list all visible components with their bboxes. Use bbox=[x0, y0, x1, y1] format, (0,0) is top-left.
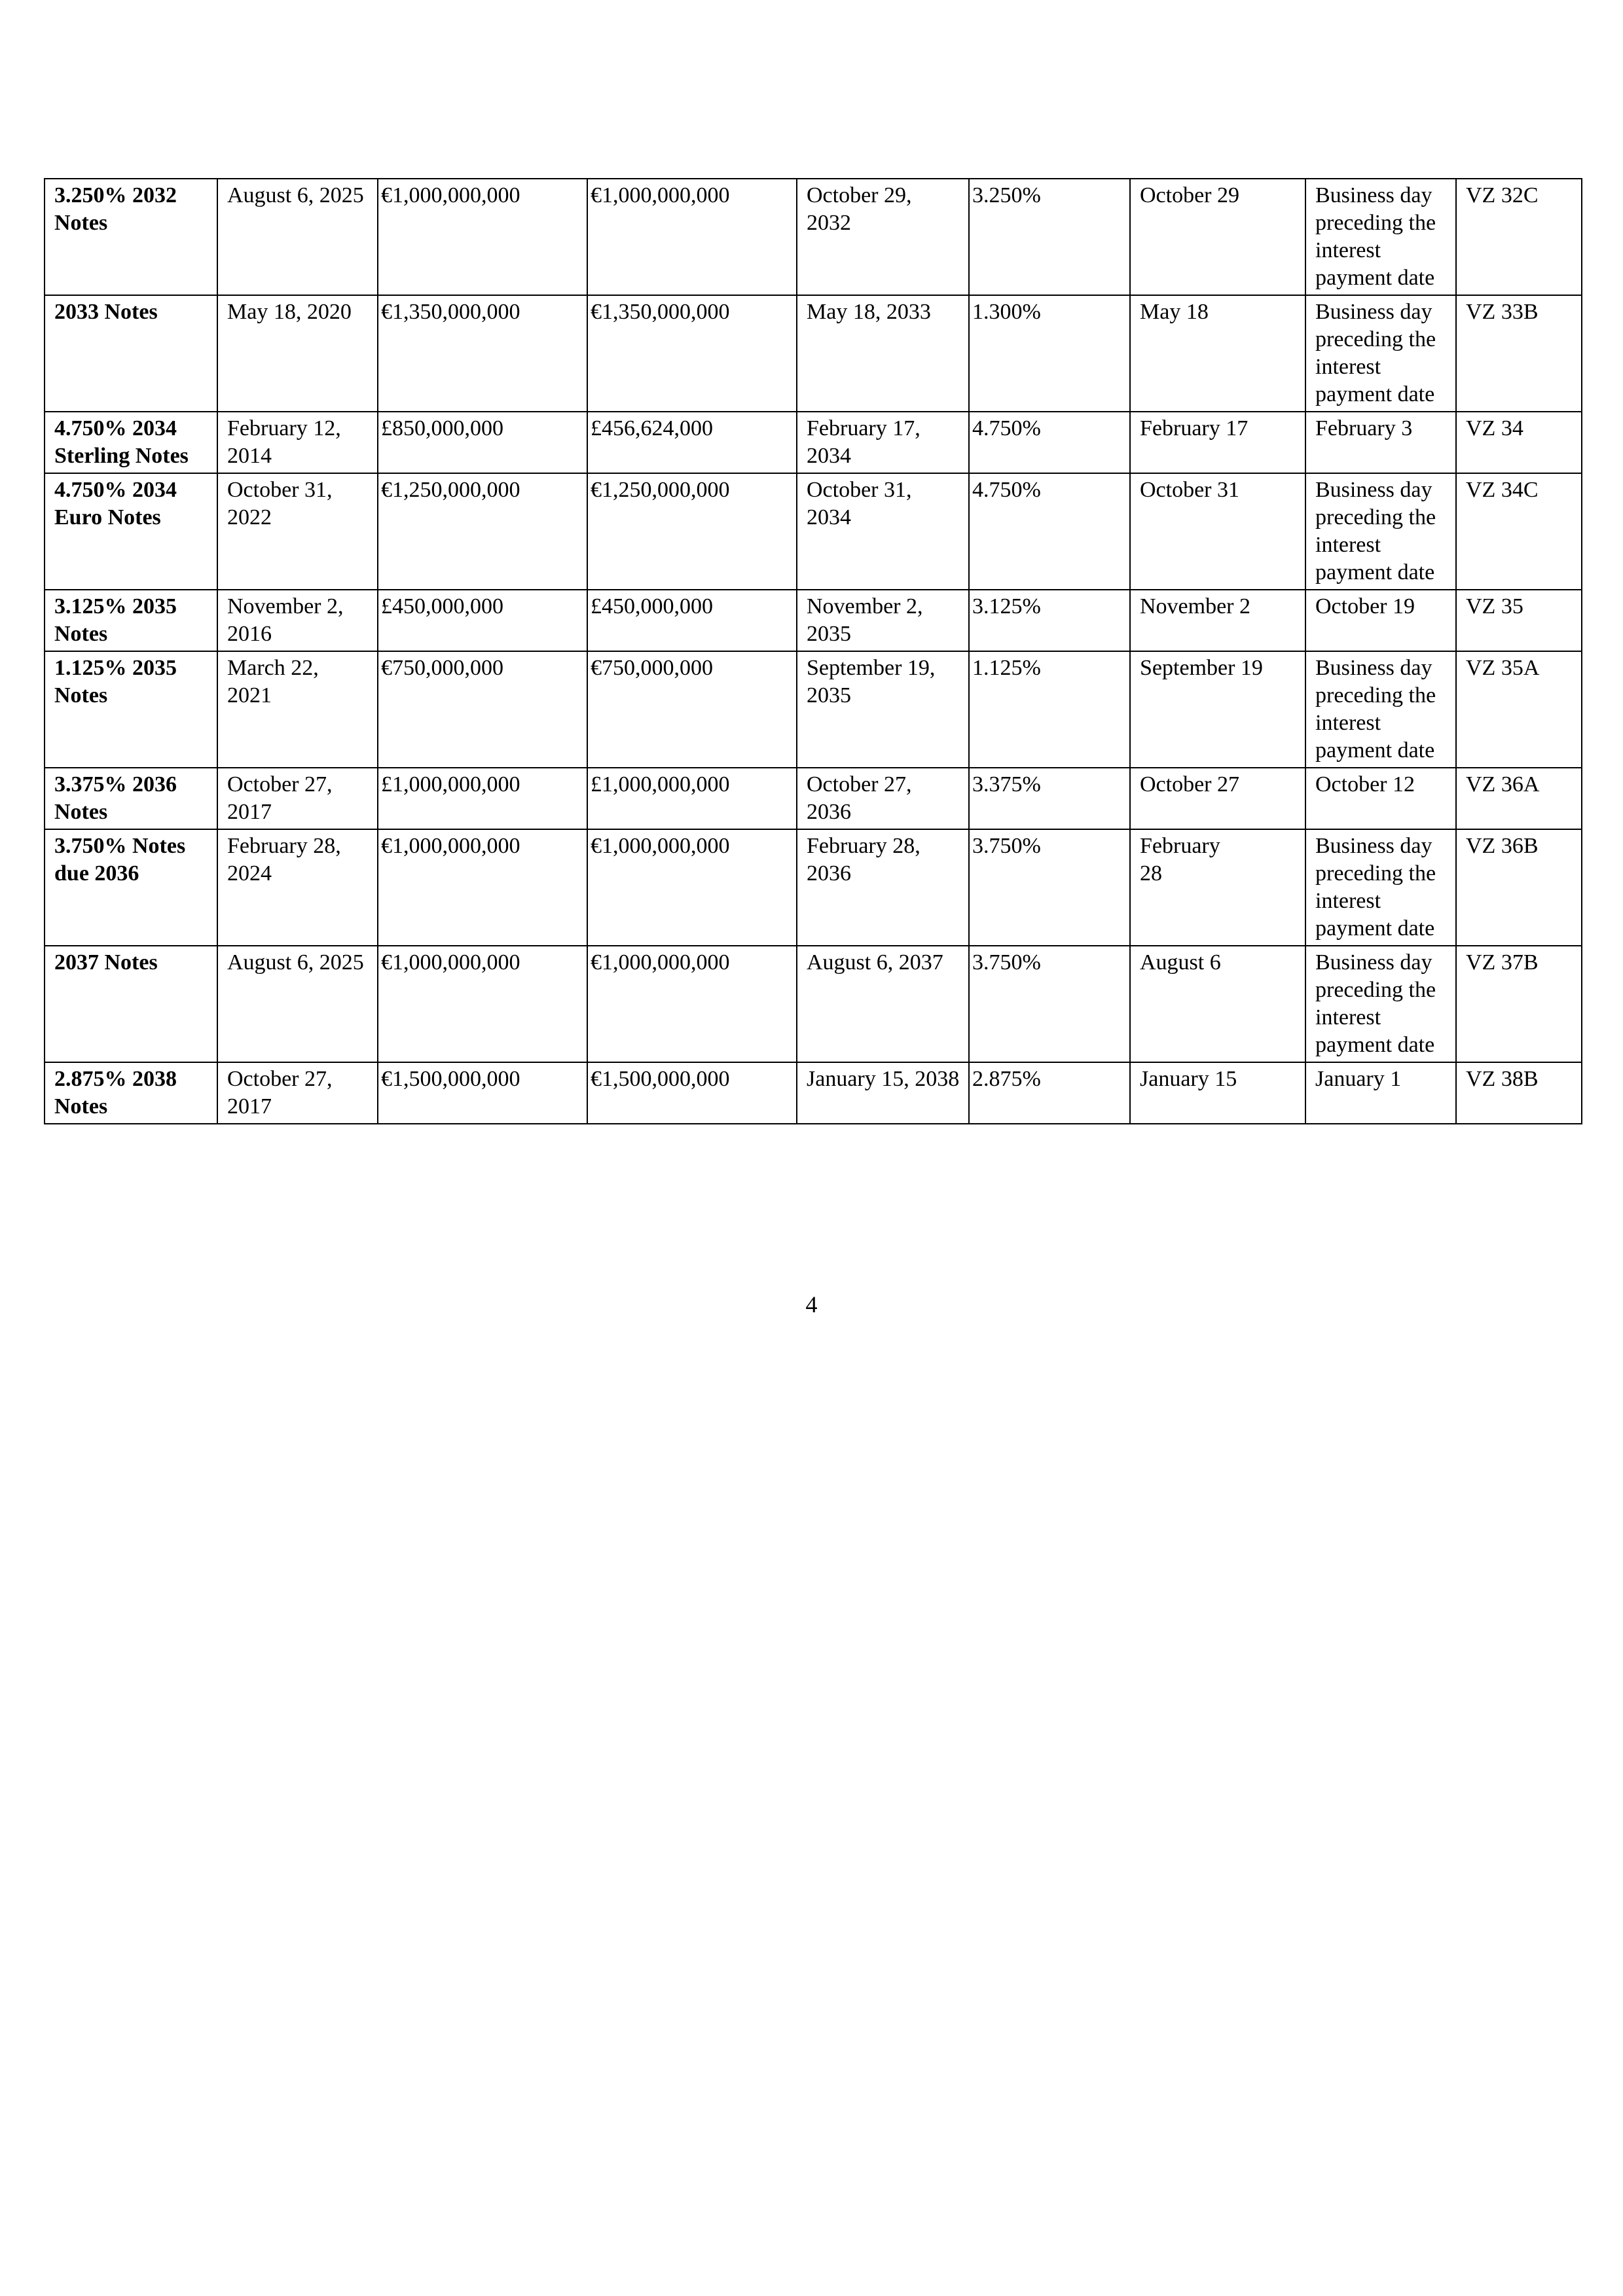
cell-line: 2022 bbox=[227, 505, 272, 529]
outstanding-amount-cell bbox=[587, 295, 797, 412]
table-row bbox=[45, 651, 1582, 768]
cell-line: 3.375% bbox=[972, 772, 1041, 797]
cell-line: VZ 37B bbox=[1466, 950, 1539, 975]
cell-line: €1,000,000,000 bbox=[591, 950, 730, 975]
cell-line: £450,000,000 bbox=[381, 594, 503, 619]
cell-line: September 19 bbox=[1140, 656, 1263, 680]
maturity-date-cell bbox=[797, 946, 969, 1062]
issue-date-cell bbox=[217, 412, 378, 473]
cell-line: VZ 32C bbox=[1466, 183, 1539, 207]
cell-line: £450,000,000 bbox=[591, 594, 713, 619]
cell-line: preceding the bbox=[1315, 505, 1436, 529]
cell-line: €1,000,000,000 bbox=[591, 183, 730, 207]
interest-rate-cell bbox=[969, 946, 1130, 1062]
cell-line: interest bbox=[1315, 533, 1381, 557]
cell-line: February 17, bbox=[807, 416, 921, 440]
cell-line: Notes bbox=[54, 800, 108, 824]
cell-line: 2035 bbox=[807, 622, 851, 646]
cell-line: Business day bbox=[1315, 183, 1432, 207]
cell-line: 3.375% 2036 bbox=[54, 772, 177, 797]
cell-line: 2017 bbox=[227, 800, 272, 824]
trading-symbol-cell bbox=[1456, 768, 1582, 829]
maturity-date-cell bbox=[797, 473, 969, 590]
cell-line: October 27 bbox=[1140, 772, 1240, 797]
cell-line: interest bbox=[1315, 238, 1381, 262]
cell-line: 2021 bbox=[227, 683, 272, 708]
original-amount-cell bbox=[378, 829, 587, 946]
note-name-cell bbox=[45, 768, 217, 829]
issue-date-cell bbox=[217, 295, 378, 412]
cell-line: VZ 35A bbox=[1466, 656, 1540, 680]
interest-rate-cell bbox=[969, 829, 1130, 946]
record-date-cell bbox=[1305, 179, 1456, 295]
cell-line: 3.250% 2032 bbox=[54, 183, 177, 207]
record-date-cell bbox=[1305, 829, 1456, 946]
issue-date-cell bbox=[217, 473, 378, 590]
cell-line: February 28, bbox=[807, 834, 921, 858]
cell-line: Sterling Notes bbox=[54, 444, 189, 468]
cell-line: payment date bbox=[1315, 266, 1435, 290]
table-row bbox=[45, 829, 1582, 946]
cell-line: payment date bbox=[1315, 382, 1435, 406]
table-row bbox=[45, 179, 1582, 295]
trading-symbol-cell bbox=[1456, 829, 1582, 946]
cell-line: October 19 bbox=[1315, 594, 1415, 619]
cell-line: due 2036 bbox=[54, 861, 139, 886]
table-row bbox=[45, 768, 1582, 829]
interest-rate-cell bbox=[969, 295, 1130, 412]
cell-line: 4.750% bbox=[972, 478, 1041, 502]
interest-rate-cell bbox=[969, 473, 1130, 590]
cell-line: October 29, bbox=[807, 183, 912, 207]
record-date-cell bbox=[1305, 1062, 1456, 1124]
cell-line: 2036 bbox=[807, 800, 851, 824]
cell-line: £456,624,000 bbox=[591, 416, 713, 440]
original-amount-cell bbox=[378, 651, 587, 768]
issue-date-cell bbox=[217, 946, 378, 1062]
cell-line: interest bbox=[1315, 355, 1381, 379]
cell-line: VZ 33B bbox=[1466, 300, 1539, 324]
table-body bbox=[45, 179, 1582, 1124]
cell-line: preceding the bbox=[1315, 683, 1436, 708]
cell-line: Business day bbox=[1315, 656, 1432, 680]
interest-payment-date-cell bbox=[1130, 946, 1305, 1062]
issue-date-cell bbox=[217, 768, 378, 829]
cell-line: payment date bbox=[1315, 916, 1435, 941]
original-amount-cell bbox=[378, 179, 587, 295]
interest-payment-date-cell bbox=[1130, 829, 1305, 946]
cell-line: 2017 bbox=[227, 1094, 272, 1119]
table-row bbox=[45, 412, 1582, 473]
note-name-cell bbox=[45, 295, 217, 412]
cell-line: May 18, 2020 bbox=[227, 300, 352, 324]
cell-line: 3.750% bbox=[972, 950, 1041, 975]
record-date-cell bbox=[1305, 946, 1456, 1062]
interest-payment-date-cell bbox=[1130, 1062, 1305, 1124]
issue-date-cell bbox=[217, 590, 378, 651]
cell-line: 2034 bbox=[807, 444, 851, 468]
original-amount-cell bbox=[378, 412, 587, 473]
note-name-cell bbox=[45, 473, 217, 590]
cell-line: 2032 bbox=[807, 211, 851, 235]
cell-line: €1,250,000,000 bbox=[381, 478, 520, 502]
cell-line: October 29 bbox=[1140, 183, 1240, 207]
original-amount-cell bbox=[378, 590, 587, 651]
trading-symbol-cell bbox=[1456, 1062, 1582, 1124]
issue-date-cell bbox=[217, 179, 378, 295]
cell-line: preceding the bbox=[1315, 978, 1436, 1002]
cell-line: €1,500,000,000 bbox=[591, 1067, 730, 1091]
cell-line: 3.750% Notes bbox=[54, 834, 186, 858]
interest-rate-cell bbox=[969, 1062, 1130, 1124]
trading-symbol-cell bbox=[1456, 946, 1582, 1062]
outstanding-amount-cell bbox=[587, 829, 797, 946]
cell-line: February bbox=[1140, 834, 1220, 858]
interest-rate-cell bbox=[969, 590, 1130, 651]
note-name-cell bbox=[45, 946, 217, 1062]
note-name-cell bbox=[45, 651, 217, 768]
interest-payment-date-cell bbox=[1130, 590, 1305, 651]
interest-payment-date-cell bbox=[1130, 768, 1305, 829]
table-row bbox=[45, 295, 1582, 412]
issue-date-cell bbox=[217, 829, 378, 946]
table-row bbox=[45, 590, 1582, 651]
cell-line: 1.125% bbox=[972, 656, 1041, 680]
original-amount-cell bbox=[378, 768, 587, 829]
cell-line: 2024 bbox=[227, 861, 272, 886]
cell-line: 2036 bbox=[807, 861, 851, 886]
maturity-date-cell bbox=[797, 295, 969, 412]
cell-line: 2.875% 2038 bbox=[54, 1067, 177, 1091]
trading-symbol-cell bbox=[1456, 179, 1582, 295]
cell-line: February 17 bbox=[1140, 416, 1249, 440]
cell-line: €1,000,000,000 bbox=[381, 950, 520, 975]
notes-table bbox=[44, 178, 1582, 1124]
trading-symbol-cell bbox=[1456, 651, 1582, 768]
outstanding-amount-cell bbox=[587, 768, 797, 829]
cell-line: €750,000,000 bbox=[591, 656, 713, 680]
note-name-cell bbox=[45, 179, 217, 295]
cell-line: VZ 36A bbox=[1466, 772, 1540, 797]
cell-line: £850,000,000 bbox=[381, 416, 503, 440]
cell-line: €1,350,000,000 bbox=[381, 300, 520, 324]
cell-line: May 18, 2033 bbox=[807, 300, 931, 324]
original-amount-cell bbox=[378, 473, 587, 590]
issue-date-cell bbox=[217, 1062, 378, 1124]
cell-line: November 2, bbox=[227, 594, 344, 619]
cell-line: 3.250% bbox=[972, 183, 1041, 207]
cell-line: €1,000,000,000 bbox=[591, 834, 730, 858]
cell-line: November 2 bbox=[1140, 594, 1251, 619]
cell-line: January 15 bbox=[1140, 1067, 1237, 1091]
cell-line: Notes bbox=[54, 622, 108, 646]
cell-line: 2034 bbox=[807, 505, 851, 529]
cell-line: 4.750% bbox=[972, 416, 1041, 440]
cell-line: €1,250,000,000 bbox=[591, 478, 730, 502]
cell-line: 1.125% 2035 bbox=[54, 656, 177, 680]
cell-line: September 19, bbox=[807, 656, 936, 680]
cell-line: Notes bbox=[54, 1094, 108, 1119]
table-row bbox=[45, 473, 1582, 590]
cell-line: 3.125% bbox=[972, 594, 1041, 619]
cell-line: January 1 bbox=[1315, 1067, 1402, 1091]
maturity-date-cell bbox=[797, 1062, 969, 1124]
page-number: 4 bbox=[805, 1291, 818, 1318]
cell-line: interest bbox=[1315, 889, 1381, 913]
interest-payment-date-cell bbox=[1130, 651, 1305, 768]
cell-line: VZ 36B bbox=[1466, 834, 1539, 858]
outstanding-amount-cell bbox=[587, 1062, 797, 1124]
cell-line: February 12, bbox=[227, 416, 341, 440]
cell-line: 2035 bbox=[807, 683, 851, 708]
cell-line: October 31, bbox=[807, 478, 912, 502]
cell-line: October 12 bbox=[1315, 772, 1415, 797]
cell-line: Euro Notes bbox=[54, 505, 161, 529]
cell-line: £1,000,000,000 bbox=[591, 772, 730, 797]
interest-payment-date-cell bbox=[1130, 412, 1305, 473]
cell-line: February 3 bbox=[1315, 416, 1413, 440]
maturity-date-cell bbox=[797, 179, 969, 295]
cell-line: March 22, bbox=[227, 656, 319, 680]
outstanding-amount-cell bbox=[587, 473, 797, 590]
cell-line: Notes bbox=[54, 211, 108, 235]
record-date-cell bbox=[1305, 412, 1456, 473]
cell-line: €1,500,000,000 bbox=[381, 1067, 520, 1091]
cell-line: VZ 34 bbox=[1466, 416, 1523, 440]
cell-line: Business day bbox=[1315, 300, 1432, 324]
outstanding-amount-cell bbox=[587, 412, 797, 473]
cell-line: 2016 bbox=[227, 622, 272, 646]
cell-line: August 6 bbox=[1140, 950, 1221, 975]
cell-line: 2.875% bbox=[972, 1067, 1041, 1091]
record-date-cell bbox=[1305, 590, 1456, 651]
note-name-cell bbox=[45, 829, 217, 946]
record-date-cell bbox=[1305, 295, 1456, 412]
maturity-date-cell bbox=[797, 412, 969, 473]
cell-line: October 31 bbox=[1140, 478, 1240, 502]
cell-line: £1,000,000,000 bbox=[381, 772, 520, 797]
cell-line: October 27, bbox=[227, 772, 333, 797]
cell-line: VZ 34C bbox=[1466, 478, 1539, 502]
cell-line: €1,000,000,000 bbox=[381, 183, 520, 207]
note-name-cell bbox=[45, 412, 217, 473]
interest-rate-cell bbox=[969, 412, 1130, 473]
trading-symbol-cell bbox=[1456, 412, 1582, 473]
outstanding-amount-cell bbox=[587, 179, 797, 295]
cell-line: January 15, 2038 bbox=[807, 1067, 960, 1091]
record-date-cell bbox=[1305, 651, 1456, 768]
note-name-cell bbox=[45, 590, 217, 651]
cell-line: payment date bbox=[1315, 560, 1435, 584]
cell-line: preceding the bbox=[1315, 211, 1436, 235]
cell-line: 1.300% bbox=[972, 300, 1041, 324]
cell-line: November 2, bbox=[807, 594, 923, 619]
cell-line: payment date bbox=[1315, 738, 1435, 762]
table-row bbox=[45, 1062, 1582, 1124]
trading-symbol-cell bbox=[1456, 295, 1582, 412]
cell-line: October 27, bbox=[807, 772, 912, 797]
interest-rate-cell bbox=[969, 651, 1130, 768]
maturity-date-cell bbox=[797, 829, 969, 946]
interest-payment-date-cell bbox=[1130, 295, 1305, 412]
cell-line: €750,000,000 bbox=[381, 656, 503, 680]
cell-line: 3.750% bbox=[972, 834, 1041, 858]
outstanding-amount-cell bbox=[587, 651, 797, 768]
original-amount-cell bbox=[378, 1062, 587, 1124]
original-amount-cell bbox=[378, 946, 587, 1062]
table-row bbox=[45, 946, 1582, 1062]
cell-line: preceding the bbox=[1315, 861, 1436, 886]
note-name-cell bbox=[45, 1062, 217, 1124]
cell-line: 28 bbox=[1140, 861, 1162, 886]
cell-line: October 31, bbox=[227, 478, 333, 502]
interest-rate-cell bbox=[969, 179, 1130, 295]
maturity-date-cell bbox=[797, 590, 969, 651]
cell-line: 4.750% 2034 bbox=[54, 416, 177, 440]
cell-line: Business day bbox=[1315, 950, 1432, 975]
cell-line: October 27, bbox=[227, 1067, 333, 1091]
cell-line: Notes bbox=[54, 683, 108, 708]
cell-line: August 6, 2025 bbox=[227, 950, 364, 975]
cell-line: 3.125% 2035 bbox=[54, 594, 177, 619]
cell-line: 4.750% 2034 bbox=[54, 478, 177, 502]
outstanding-amount-cell bbox=[587, 590, 797, 651]
interest-payment-date-cell bbox=[1130, 179, 1305, 295]
cell-line: Business day bbox=[1315, 478, 1432, 502]
cell-line: May 18 bbox=[1140, 300, 1209, 324]
maturity-date-cell bbox=[797, 651, 969, 768]
original-amount-cell bbox=[378, 295, 587, 412]
cell-line: interest bbox=[1315, 711, 1381, 735]
cell-line: preceding the bbox=[1315, 327, 1436, 351]
cell-line: VZ 35 bbox=[1466, 594, 1523, 619]
record-date-cell bbox=[1305, 473, 1456, 590]
cell-line: payment date bbox=[1315, 1033, 1435, 1057]
cell-line: 2014 bbox=[227, 444, 272, 468]
cell-line: Business day bbox=[1315, 834, 1432, 858]
cell-line: €1,350,000,000 bbox=[591, 300, 730, 324]
maturity-date-cell bbox=[797, 768, 969, 829]
cell-line: August 6, 2037 bbox=[807, 950, 943, 975]
trading-symbol-cell bbox=[1456, 473, 1582, 590]
interest-rate-cell bbox=[969, 768, 1130, 829]
record-date-cell bbox=[1305, 768, 1456, 829]
cell-line: VZ 38B bbox=[1466, 1067, 1539, 1091]
cell-line: February 28, bbox=[227, 834, 341, 858]
cell-line: August 6, 2025 bbox=[227, 183, 364, 207]
outstanding-amount-cell bbox=[587, 946, 797, 1062]
cell-line: 2037 Notes bbox=[54, 950, 158, 975]
interest-payment-date-cell bbox=[1130, 473, 1305, 590]
cell-line: interest bbox=[1315, 1005, 1381, 1030]
cell-line: 2033 Notes bbox=[54, 300, 158, 324]
cell-line: €1,000,000,000 bbox=[381, 834, 520, 858]
issue-date-cell bbox=[217, 651, 378, 768]
trading-symbol-cell bbox=[1456, 590, 1582, 651]
